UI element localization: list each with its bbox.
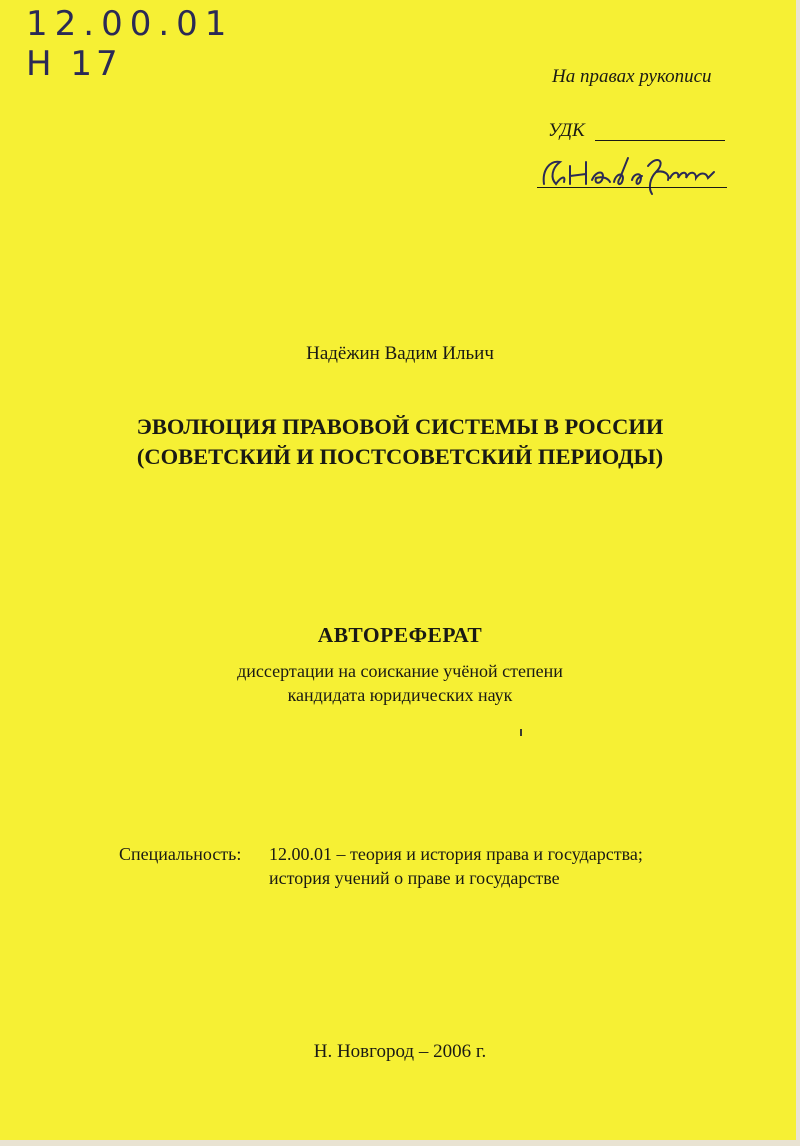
- page-edge-bottom: [0, 1140, 800, 1146]
- title-line-2: (СОВЕТСКИЙ И ПОСТСОВЕТСКИЙ ПЕРИОДЫ): [136, 444, 664, 469]
- signature-line: [537, 187, 727, 188]
- author-name: Надёжин Вадим Ильич: [306, 343, 494, 364]
- thesis-line-2: кандидата юридических наук: [287, 685, 513, 705]
- handwritten-index: Н 17: [26, 44, 122, 84]
- udk-label: УДК: [548, 120, 585, 141]
- thesis-description: [0, 659, 800, 707]
- dissertation-title: [0, 412, 800, 472]
- abstract-heading: АВТОРЕФЕРАТ: [317, 623, 483, 647]
- signature: [530, 148, 730, 196]
- title-line-1: ЭВОЛЮЦИЯ ПРАВОВОЙ СИСТЕМЫ В РОССИИ: [136, 414, 664, 439]
- specialty-line-2: история учений о праве и государстве: [269, 868, 560, 888]
- handwritten-code: 12.00.01: [26, 4, 234, 44]
- manuscript-notice: На правах рукописи: [552, 66, 712, 87]
- specialty-line-1: 12.00.01 – теория и история права и государства;: [269, 844, 643, 864]
- specialty-label: Специальность:: [119, 844, 242, 864]
- thesis-line-1: диссертации на соискание учёной степени: [237, 661, 563, 681]
- udk-field: [548, 120, 728, 144]
- page-edge-right: [796, 0, 800, 1146]
- stray-mark: [520, 729, 522, 736]
- place-year: Н. Новгород – 2006 г.: [313, 1041, 487, 1062]
- specialty-value: [269, 842, 643, 890]
- udk-blank-line: [595, 140, 725, 141]
